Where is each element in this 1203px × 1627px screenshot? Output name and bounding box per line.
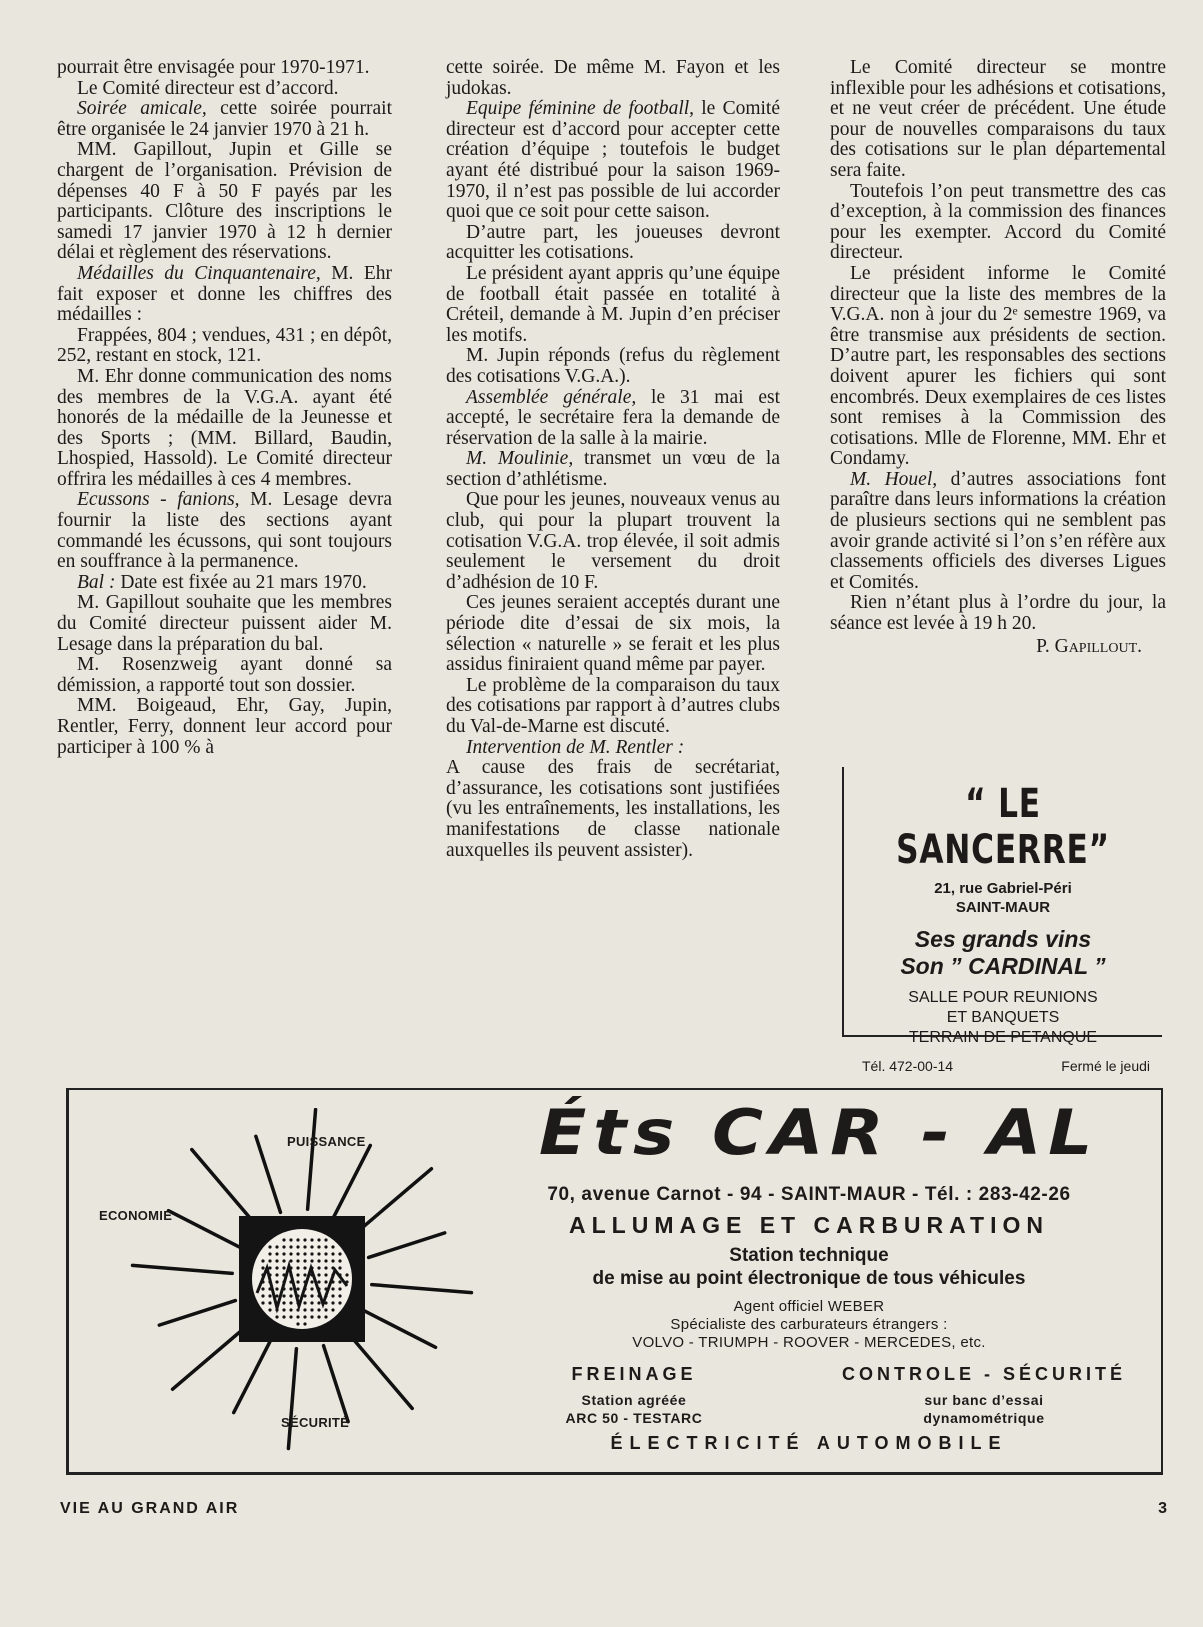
- page-number: 3: [1158, 1500, 1169, 1517]
- paragraph: [57, 79, 392, 100]
- sun-ray: [133, 1265, 233, 1273]
- caral-electricite: ÉLECTRICITÉ AUTOMOBILE: [610, 1433, 1008, 1453]
- caral-controle-sub-1: sur banc d’essai: [924, 1392, 1044, 1408]
- paragraph: [57, 593, 392, 655]
- paragraph: [446, 346, 780, 387]
- article-column-2: [446, 58, 780, 861]
- paragraph: [446, 449, 780, 490]
- paragraph: [57, 264, 392, 326]
- paragraph: [830, 264, 1166, 470]
- paragraph-text: Le président informe le Comité directeur que la liste des membres de la V.G.A. non à jour du 2ᵉ semestre 1969, va être transmise aux présidents de section. D’autre part, les responsables des sections doivent apurer les fichiers qui sont encombrés. Deux exemplaires de ces listes sont remises à la Commission des cotisations. Mlle de Florenne, MM. Ehr et Condamy.: [830, 262, 1166, 470]
- sun-ray: [372, 1285, 472, 1293]
- paragraph: [446, 593, 780, 675]
- caral-specialiste: Spécialiste des carburateurs étrangers :: [670, 1316, 948, 1333]
- paragraph: [57, 99, 392, 140]
- sancerre-salle-line-1: SALLE POUR REUNIONS: [908, 989, 1098, 1006]
- paragraph-text: M. Jupin réponds (refus du règlement des cotisations V.G.A.).: [446, 345, 780, 387]
- sancerre-vins-line: Ses grands vins: [914, 926, 1092, 952]
- paragraph-text: le 31 mai est accepté, le secrétaire fera la demande de réservation de la salle à la mairie.: [446, 386, 780, 449]
- sun-ray: [288, 1349, 296, 1449]
- sancerre-city: SAINT-MAUR: [955, 899, 1051, 916]
- page-footer: [60, 1500, 1169, 1518]
- paragraph-text: Frappées, 804 ; vendues, 431 ; en dépôt, 252, restant en stock, 121.: [57, 324, 392, 367]
- paragraph-text: Rien n’étant plus à l’ordre du jour, la séance est levée à 19 h 20.: [830, 592, 1166, 635]
- paragraph: [446, 264, 780, 346]
- paragraph-text: Ces jeunes seraient acceptés durant une période dite d’essai de six mois, la sélection « naturelle » se ferait et les plus assidus finiraient quand même par payer.: [446, 592, 780, 676]
- paragraph: [446, 223, 780, 264]
- caral-station-line-1: Station technique: [729, 1245, 889, 1266]
- sancerre-name: “ LE SANCERRE”: [896, 781, 1110, 873]
- paragraph-lead: Equipe féminine de football,: [466, 98, 695, 120]
- logo-label-securite: SÉCURITÉ: [281, 1415, 350, 1430]
- paragraph: [57, 573, 392, 594]
- paragraph: [57, 367, 392, 491]
- sancerre-salle-line-3: TERRAIN DE PETANQUE: [908, 1029, 1098, 1046]
- paragraph-text: M. Rosenzweig ayant donné sa démission, a rapporté tout son dossier.: [57, 654, 392, 696]
- paragraph-text: Le Comité directeur est d’accord.: [77, 77, 339, 99]
- paragraph-text: d’autres associations font paraître dans leurs informations la création de plusieurs sections qui ne semblent pas avoir grande activité si l’on s’en réfère aux classements officiels des diverses Ligues et Comités.: [830, 468, 1166, 593]
- sun-ray: [234, 1341, 270, 1412]
- sancerre-phone: Tél. 472-00-14: [862, 1058, 954, 1074]
- paragraph-text: MM. Gapillout, Jupin et Gille se chargent de l’organisation. Prévision de dépenses 40 F à 50 F payés par les participants. Clôture des inscriptions le samedi 17 janvier 1970 à 12 h dernier délai et règlement des réservations.: [57, 139, 392, 264]
- signature: P. Gapillout.: [1036, 635, 1142, 657]
- sun-ray: [364, 1311, 435, 1347]
- paragraph-lead: Ecussons - fanions,: [77, 489, 240, 511]
- paragraph-text: Le Comité directeur se montre inflexible pour les adhésions et cotisations, et ne veut créer de précédent. Une étude pour de nouvelles comparaisons du taux des cotisations sur le plan départemental sera faite.: [830, 57, 1166, 181]
- paragraph: [57, 655, 392, 696]
- sun-ray: [256, 1136, 281, 1212]
- sancerre-salle-line-2: ET BANQUETS: [946, 1009, 1060, 1026]
- paragraph: [446, 99, 780, 223]
- paragraph: [830, 182, 1166, 264]
- sun-ray: [173, 1324, 249, 1389]
- paragraph-text: D’autre part, les joueuses devront acquitter les cotisations.: [446, 221, 780, 264]
- sancerre-cardinal-line: Son ” CARDINAL ”: [900, 953, 1106, 979]
- article-column-1: [57, 58, 392, 758]
- paragraph-text: Date est fixée au 21 mars 1970.: [115, 571, 367, 593]
- paragraph: [446, 490, 780, 593]
- paragraph: [57, 490, 392, 572]
- paragraph-lead: M. Moulinie,: [466, 448, 574, 470]
- caral-brands: VOLVO - TRIUMPH - ROOVER - MERCEDES, etc.: [632, 1334, 986, 1351]
- caral-freinage: FREINAGE: [571, 1364, 697, 1384]
- caral-controle-sub-2: dynamométrique: [923, 1410, 1045, 1426]
- paragraph: [446, 388, 780, 450]
- sun-ray: [324, 1346, 349, 1422]
- caral-controle: CONTROLE - SÉCURITÉ: [841, 1364, 1126, 1384]
- paragraph-text: Le problème de la comparaison du taux des cotisations par rapport à d’autres clubs du Val-de-Marne est discuté.: [446, 674, 780, 737]
- paragraph: [57, 58, 392, 79]
- paragraph-text: transmet un vœu de la section d’athlétisme.: [446, 448, 780, 490]
- caral-agent: Agent officiel WEBER: [733, 1298, 885, 1315]
- article-column-3: [830, 58, 1166, 657]
- paragraph-text: MM. Boigeaud, Ehr, Gay, Jupin, Rentler, Ferry, donnent leur accord pour participer à 100 % à: [57, 695, 392, 758]
- paragraph: [446, 758, 780, 861]
- paragraph-lead: Intervention de M. Rentler :: [466, 736, 685, 758]
- paragraph-text: pourrait être envisagée pour 1970-1971.: [57, 57, 370, 78]
- paragraph-text: M. Ehr fait exposer et donne les chiffres des médailles :: [57, 262, 392, 326]
- paragraph-lead: M. Houel,: [850, 468, 938, 490]
- sancerre-advertisement: [842, 767, 1162, 1074]
- sancerre-street: 21, rue Gabriel-Péri: [934, 880, 1072, 897]
- sun-ray: [159, 1301, 235, 1326]
- paragraph-text: A cause des frais de secrétariat, d’assurance, les cotisations sont justifiées (vu les entraînements, les installations, les manifestations de classe nationale auxquelles ils peuvent assister).: [446, 757, 780, 861]
- paragraph-lead: Bal :: [77, 571, 116, 593]
- sun-ray: [168, 1211, 239, 1247]
- paragraph-lead: Soirée amicale,: [77, 98, 207, 120]
- paragraph: [446, 58, 780, 99]
- paragraph: [57, 696, 392, 758]
- paragraph-text: le Comité directeur est d’accord pour accepter cette création d’équipe ; toutefois le budget ayant été distribué pour la saison 1969-1970, il n’est pas possible de lui accorder quoi que ce soit pour cette saison.: [446, 98, 780, 223]
- caral-freinage-sub-2: ARC 50 - TESTARC: [565, 1410, 703, 1426]
- article-column-3-body: [830, 58, 1166, 635]
- paragraph: [830, 58, 1166, 182]
- paragraph: [57, 326, 392, 367]
- magazine-name: VIE AU GRAND AIR: [60, 1500, 240, 1517]
- paragraph-lead: Assemblée générale,: [466, 386, 637, 408]
- logo-label-economie: ECONOMIE: [99, 1208, 173, 1223]
- caral-freinage-sub-1: Station agréée: [581, 1392, 687, 1408]
- caral-allumage: ALLUMAGE ET CARBURATION: [569, 1212, 1049, 1238]
- caral-title: Éts CAR - AL: [538, 1096, 1100, 1169]
- paragraph-text: cette soirée pourrait être organisée le 24 janvier 1970 à 21 h.: [57, 98, 392, 140]
- paragraph: [830, 470, 1166, 594]
- paragraph-text: cette soirée. De même M. Fayon et les judokas.: [446, 57, 780, 99]
- sun-ray: [192, 1150, 257, 1226]
- paragraph-text: Toutefois l’on peut transmettre des cas d’exception, à la commission des finances pour les exempter. Accord du Comité directeur.: [830, 180, 1166, 264]
- paragraph-text: M. Gapillout souhaite que les membres du Comité directeur puissent aider M. Lesage dans la préparation du bal.: [57, 592, 392, 655]
- sun-ray: [347, 1332, 412, 1408]
- logo-label-puissance: PUISSANCE: [287, 1134, 366, 1149]
- caral-address: 70, avenue Carnot - 94 - SAINT-MAUR - Tél. : 283-42-26: [547, 1184, 1071, 1205]
- sun-ray: [355, 1169, 431, 1234]
- paragraph: [446, 676, 780, 738]
- paragraph-text: M. Lesage devra fournir la liste des sections ayant commandé les écussons, qui sont toujours en souffrance à la permanence.: [57, 489, 392, 573]
- paragraph-lead: Médailles du Cinquantenaire,: [77, 262, 321, 284]
- caral-advertisement: [66, 1088, 1163, 1475]
- paragraph: [446, 738, 780, 759]
- caral-station-line-2: de mise au point électronique de tous véhicules: [592, 1268, 1026, 1289]
- sun-ray: [334, 1145, 370, 1216]
- sun-ray: [369, 1233, 445, 1258]
- paragraph-text: Que pour les jeunes, nouveaux venus au club, qui pour la plupart trouvent la cotisation V.G.A. trop élevée, il soit admis seulement le versement du droit d’adhésion de 10 F.: [446, 489, 780, 593]
- sun-ray: [308, 1110, 316, 1210]
- paragraph-text: M. Ehr donne communication des noms des membres de la V.G.A. ayant été honorés de la médaille de la Jeunesse et des Sports ; (MM. Billard, Baudin, Lhospied, Hassold). Le Comité directeur offrira les médailles à ces 4 membres.: [57, 365, 392, 490]
- sancerre-closed-day: Fermé le jeudi: [1061, 1058, 1150, 1074]
- paragraph-text: Le président ayant appris qu’une équipe de football était passée en totalité à Créteil, demande à M. Jupin d’en préciser les motifs.: [446, 262, 780, 346]
- paragraph: [830, 593, 1166, 634]
- paragraph: [57, 140, 392, 264]
